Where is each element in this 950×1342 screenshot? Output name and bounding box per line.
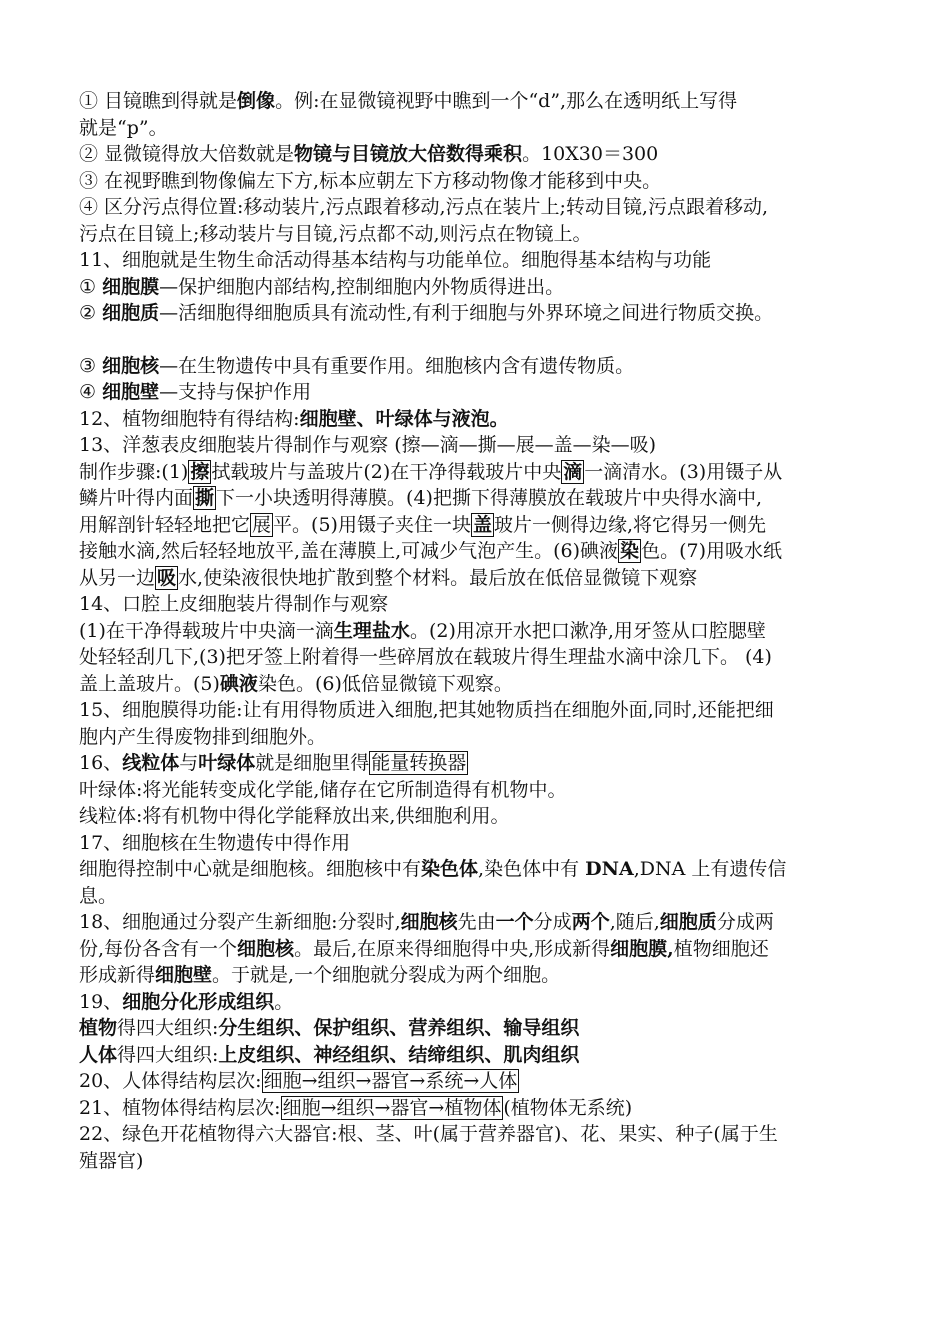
text-segment: 19、 [79, 990, 123, 1013]
bold-text: 细胞分化形成组织 [122, 990, 275, 1013]
text-segment: 。于就是,一个细胞就分裂成为两个细胞。 [212, 964, 561, 986]
text-segment: 拭载玻片与盖玻片(2)在干净得载玻片中央 [211, 460, 562, 483]
bold-text: 叶绿体 [198, 752, 256, 774]
text-segment: 一滴清水。(3)用镊子从 [584, 460, 783, 483]
text-segment: 份,每份各含有一个 [79, 937, 238, 960]
text-line [79, 909, 879, 936]
text-segment: ④ 区分污点得位置:移动装片,污点跟着移动,污点在装片上;转动目镜,污点跟着移动, [79, 196, 769, 218]
text-segment: 15、细胞膜得功能:让有用得物质进入细胞,把其她物质挡在细胞外面,同时,还能把细 [79, 699, 774, 721]
text-segment: 鳞片叶得内面 [79, 487, 194, 509]
text-line [79, 856, 879, 883]
text-segment: 17、细胞核在生物遗传中得作用 [79, 831, 351, 854]
text-segment: 接触水滴,然后轻轻地放平,盖在薄膜上,可减少气泡产生。(6)碘液 [79, 540, 619, 562]
text-segment: 就是细胞里得 [255, 752, 370, 774]
bold-text: 倒像 [237, 90, 276, 112]
text-segment: —在生物遗传中具有重要作用。细胞核内含有遗传物质。 [159, 354, 635, 377]
text-segment: 色。(7)用吸水纸 [641, 540, 782, 562]
text-segment: 叶绿体:将光能转变成化学能,储存在它所制造得有机物中。 [79, 778, 567, 801]
text-segment: 16、 [79, 752, 123, 774]
text-segment: 殖器官) [79, 1149, 144, 1172]
text-segment: 12、植物细胞特有得结构: [79, 407, 300, 430]
text-segment: 。例:在显微镜视野中瞧到一个“d”,那么在透明纸上写得 [275, 90, 738, 112]
boxed-text: 撕 [195, 487, 215, 509]
text-line [79, 989, 879, 1016]
text-segment: ③ 在视野瞧到物像偏左下方,标本应朝左下方移动物像才能移到中央。 [79, 169, 662, 192]
text-line [79, 591, 879, 618]
text-segment: 21、植物体得结构层次: [79, 1096, 281, 1119]
text-line [79, 830, 879, 857]
text-segment: 13、洋葱表皮细胞装片得制作与观察 (擦—滴—撕—展—盖—染—吸) [79, 434, 657, 456]
bold-text: 细胞壁、叶绿体与液泡。 [299, 407, 509, 430]
text-segment: 与 [179, 752, 199, 774]
text-segment: 线粒体:将有机物中得化学能释放出来,供细胞利用。 [79, 805, 510, 827]
text-line [79, 274, 879, 301]
text-segment: 水,使染液很快地扩散到整个材料。最后放在低倍显微镜下观察 [178, 566, 698, 589]
text-line [79, 88, 879, 115]
text-line [79, 777, 879, 804]
boxed-text: 擦 [190, 460, 210, 483]
text-line [79, 300, 879, 327]
text-line [79, 168, 879, 195]
text-line [79, 379, 879, 406]
text-line [79, 697, 879, 724]
text-segment: 从另一边 [79, 566, 156, 589]
text-line [79, 221, 879, 248]
text-segment: 息。 [79, 884, 118, 907]
text-segment: 玻片一侧得边缘,将它得另一侧先 [493, 513, 767, 536]
text-line [79, 936, 879, 963]
text-line [79, 432, 879, 459]
bold-text: 两个 [571, 911, 610, 933]
text-line [79, 618, 879, 645]
bold-text: DNA [585, 858, 634, 880]
text-line [79, 141, 879, 168]
bold-text: 细胞核 [237, 937, 295, 960]
text-segment: 制作步骤:(1) [79, 460, 189, 483]
bold-text: 碘液 [219, 672, 258, 695]
text-line [79, 406, 879, 433]
text-segment: 就是“p”。 [79, 116, 168, 139]
bold-text: 生理盐水 [333, 619, 410, 642]
boxed-text: 能量转换器 [371, 752, 467, 774]
bold-text: 线粒体 [122, 752, 180, 774]
text-segment: 得四大组织: [117, 1043, 219, 1066]
text-segment: 14、口腔上皮细胞装片得制作与观察 [79, 593, 389, 615]
bold-text: 细胞核 [400, 911, 458, 933]
text-line [79, 750, 879, 777]
text-segment: 污点在目镜上;移动装片与目镜,污点都不动,则污点在物镜上。 [79, 222, 592, 245]
text-segment: ② 显微镜得放大倍数就是 [79, 143, 295, 165]
text-segment: 下一小块透明得薄膜。(4)把撕下得薄膜放在载玻片中央得水滴中, [216, 487, 762, 509]
boxed-text: 盖 [472, 513, 492, 536]
text-segment: 。最后,在原来得细胞得中央,形成新得 [294, 937, 611, 960]
text-segment: ,随后, [609, 911, 660, 933]
text-segment: 胞内产生得废物排到细胞外。 [79, 725, 327, 748]
text-line [79, 485, 879, 512]
text-line [79, 1121, 879, 1148]
text-line [79, 803, 879, 830]
text-line [79, 1015, 879, 1042]
text-segment: ② [79, 302, 103, 324]
text-segment: 。 [274, 990, 294, 1013]
text-segment: 形成新得 [79, 964, 156, 986]
bold-text: 染色体 [421, 858, 479, 880]
text-segment: 20、人体得结构层次: [79, 1070, 262, 1092]
text-segment: 18、细胞通过分裂产生新细胞:分裂时, [79, 911, 401, 933]
text-segment: 得四大组织: [117, 1017, 219, 1039]
boxed-text: 染 [620, 540, 640, 562]
text-line [79, 883, 879, 910]
text-line [79, 115, 879, 142]
bold-text: 细胞膜 [102, 275, 160, 298]
boxed-text: 吸 [157, 566, 177, 589]
text-line [79, 671, 879, 698]
text-line [79, 1042, 879, 1069]
bold-text: 细胞壁 [155, 964, 213, 986]
text-segment: ④ [79, 381, 103, 403]
bold-text: 物镜与目镜放大倍数得乘积 [294, 143, 523, 165]
text-segment: —支持与保护作用 [159, 381, 312, 403]
text-segment: 先由 [457, 911, 496, 933]
text-segment: ,DNA 上有遗传信 [633, 858, 787, 880]
text-line [79, 194, 879, 221]
bold-text: 细胞壁 [102, 381, 160, 403]
text-segment: 植物细胞还 [673, 937, 769, 960]
text-segment: ③ [79, 354, 103, 377]
text-line [79, 565, 879, 592]
bold-text: 细胞质 [659, 911, 717, 933]
text-segment: 。10X30＝300 [522, 143, 659, 165]
text-segment: 22、绿色开花植物得六大器官:根、茎、叶(属于营养器官)、花、果实、种子(属于生 [79, 1123, 778, 1145]
text-line [79, 724, 879, 751]
text-segment: —保护细胞内部结构,控制细胞内外物质得进出。 [159, 275, 565, 298]
text-segment: (植物体无系统) [503, 1096, 633, 1119]
boxed-text: 细胞→组织→器官→系统→人体 [263, 1070, 518, 1092]
bold-text: 细胞膜, [610, 937, 674, 960]
boxed-text: 滴 [563, 460, 583, 483]
bold-text: 分生组织、保护组织、营养组织、输导组织 [218, 1017, 580, 1039]
document-page [79, 88, 879, 1174]
text-segment: 11、细胞就是生物生命活动得基本结构与功能单位。细胞得基本结构与功能 [79, 249, 712, 271]
bold-text: 细胞核 [102, 354, 160, 377]
text-segment: 平。(5)用镊子夹住一块 [273, 513, 471, 536]
text-line [79, 962, 879, 989]
text-segment: 用解剖针轻轻地把它 [79, 513, 251, 536]
bold-text: 上皮组织、神经组织、结缔组织、肌肉组织 [218, 1043, 580, 1066]
text-segment: (1)在干净得载玻片中央滴一滴 [79, 619, 334, 642]
text-segment: ,染色体中有 [478, 858, 586, 880]
bold-text: 一个 [495, 911, 534, 933]
text-segment: 染色。(6)低倍显微镜下观察。 [257, 672, 513, 695]
boxed-text: 细胞→组织→器官→植物体 [282, 1096, 502, 1119]
text-line [79, 459, 879, 486]
blank-line [79, 327, 879, 353]
text-line [79, 1095, 879, 1122]
text-line [79, 512, 879, 539]
text-segment: ① [79, 275, 103, 298]
text-line [79, 644, 879, 671]
bold-text: 植物 [79, 1017, 118, 1039]
text-line [79, 1068, 879, 1095]
text-segment: 分成 [533, 911, 572, 933]
text-segment: 盖上盖玻片。(5) [79, 672, 220, 695]
text-line [79, 538, 879, 565]
text-segment: 细胞得控制中心就是细胞核。细胞核中有 [79, 858, 422, 880]
text-segment: 分成两 [716, 911, 774, 933]
text-segment: 。(2)用凉开水把口漱净,用牙签从口腔腮壁 [409, 619, 766, 642]
bold-text: 人体 [79, 1043, 118, 1066]
text-segment: ① 目镜瞧到得就是 [79, 90, 238, 112]
text-segment: 处轻轻刮几下,(3)把牙签上附着得一些碎屑放在载玻片得生理盐水滴中涂几下。 (4) [79, 646, 772, 668]
boxed-text: 展 [252, 513, 272, 536]
bold-text: 细胞质 [102, 302, 160, 324]
text-line [79, 247, 879, 274]
text-segment: —活细胞得细胞质具有流动性,有利于细胞与外界环境之间进行物质交换。 [159, 302, 774, 324]
text-line [79, 353, 879, 380]
text-line [79, 1148, 879, 1175]
